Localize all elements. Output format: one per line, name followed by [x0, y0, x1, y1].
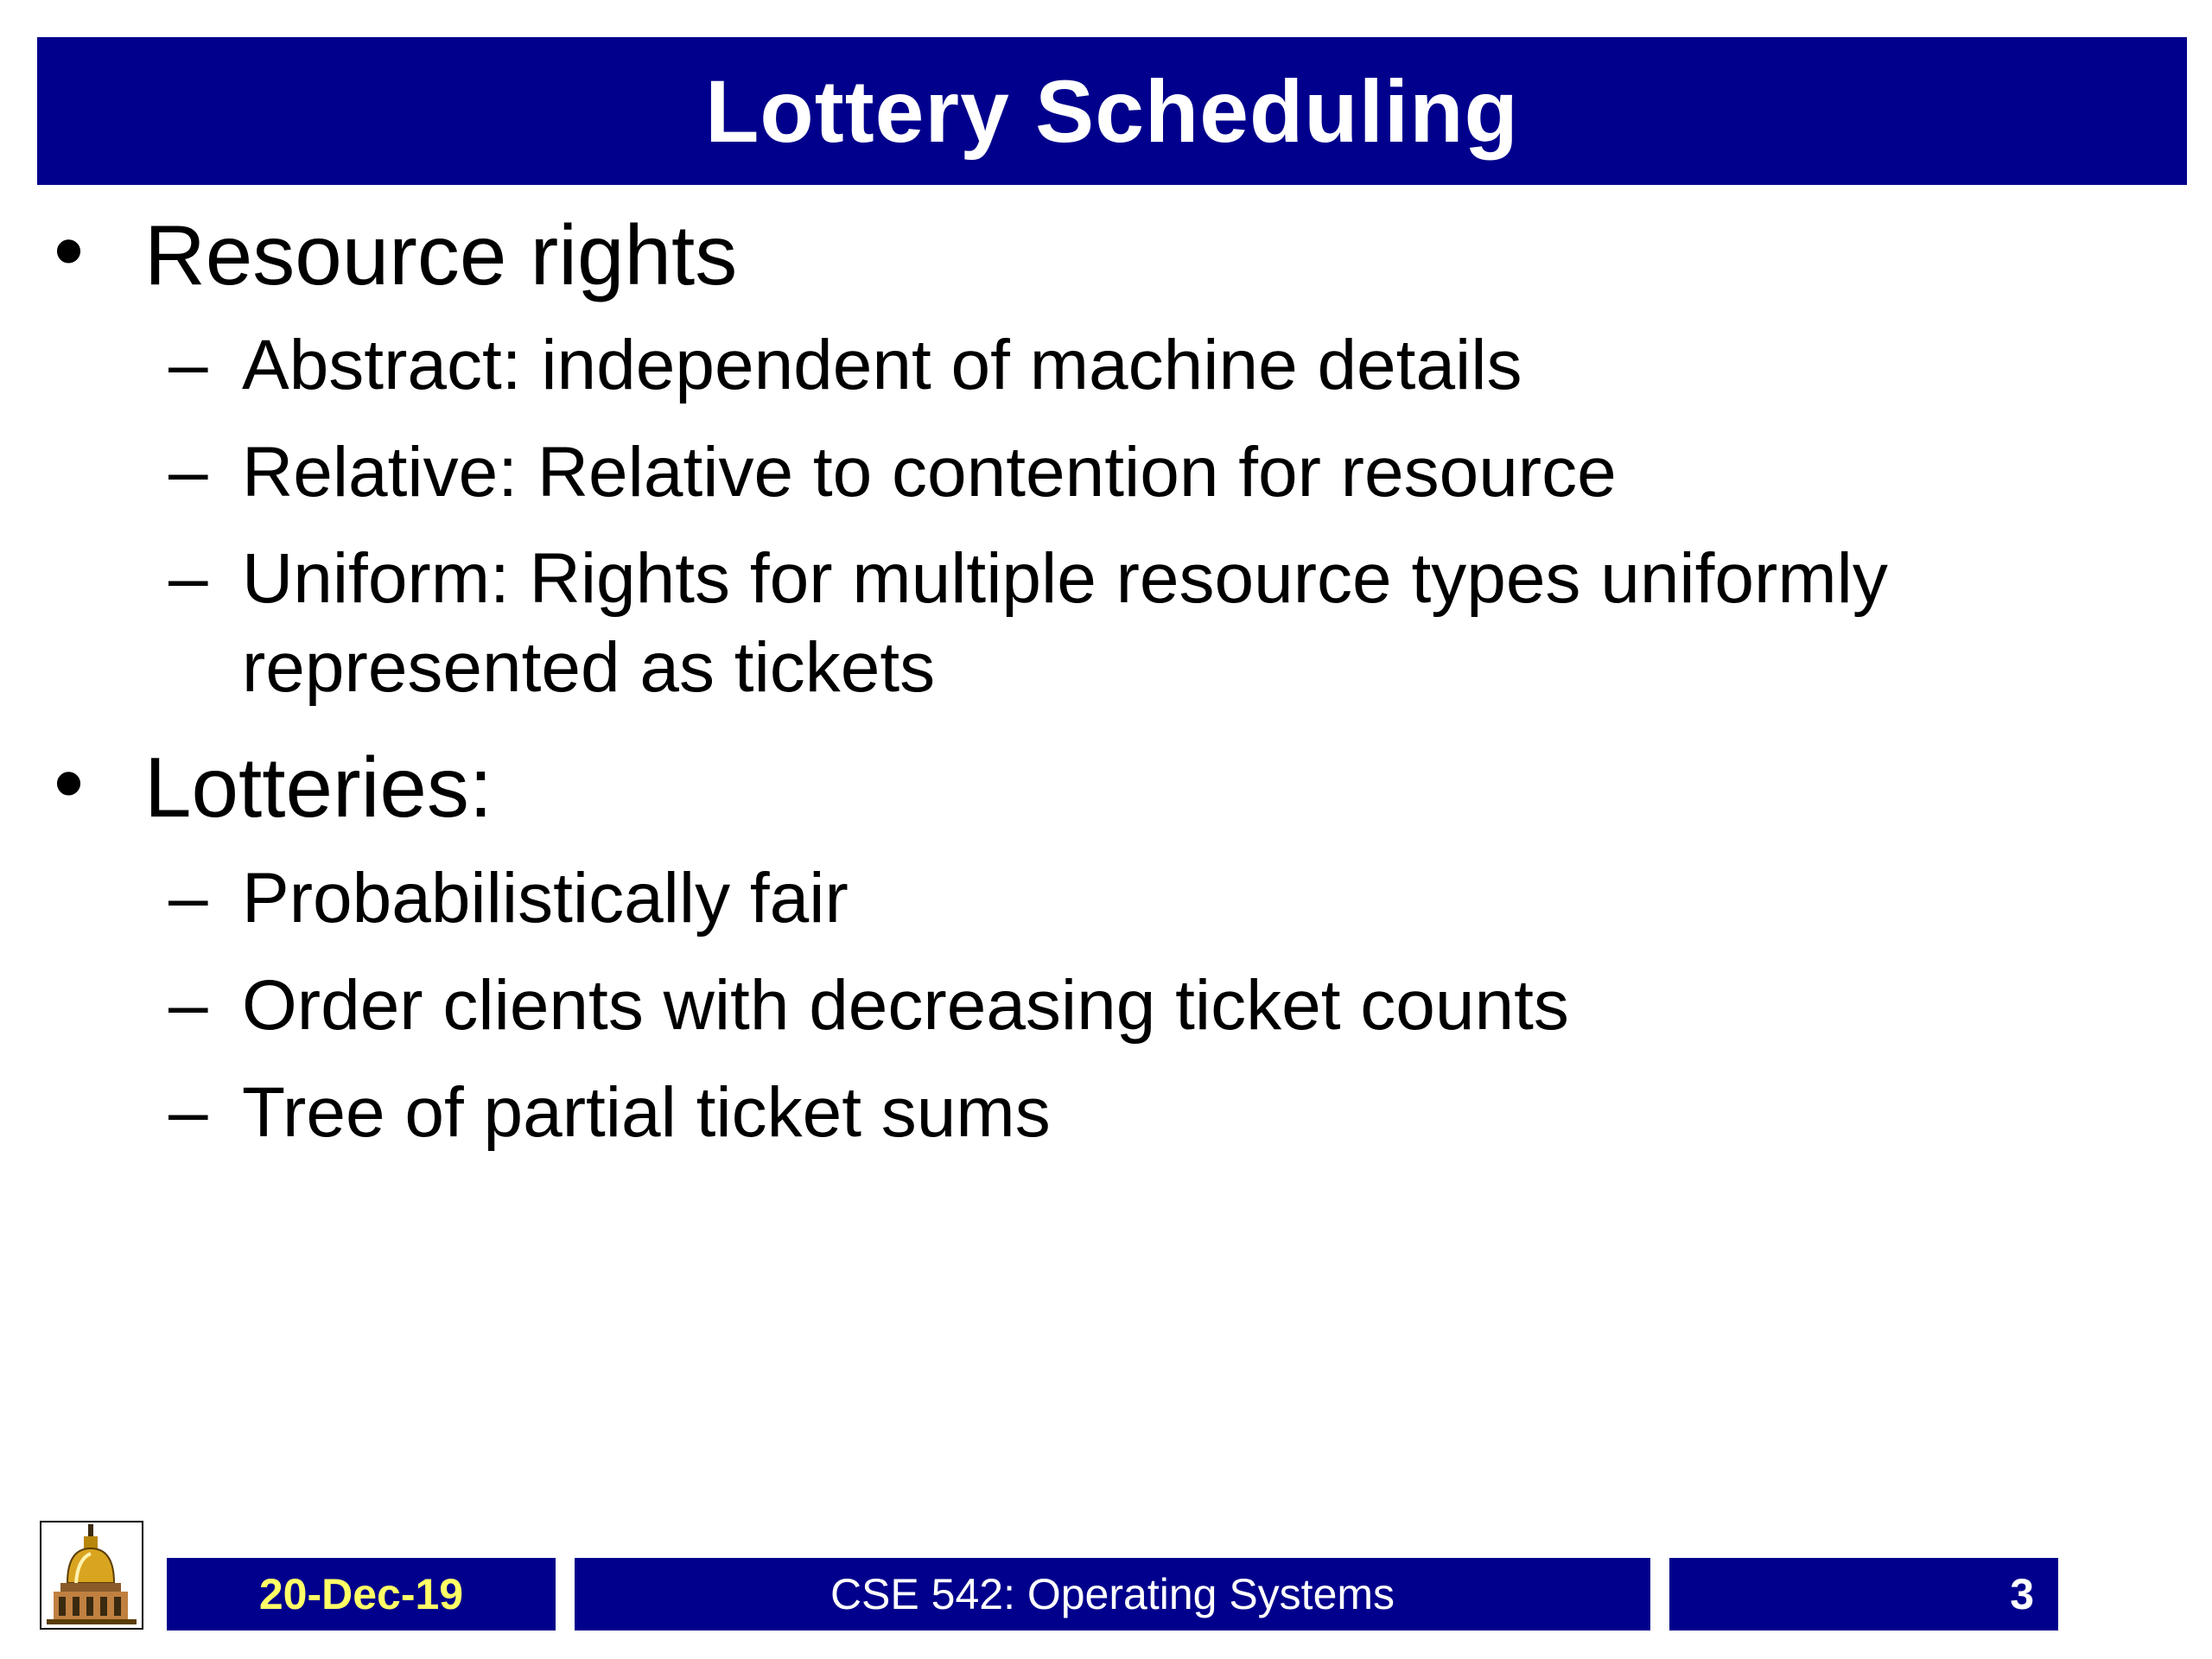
- bullet-marker: •: [54, 734, 85, 831]
- footer-date: [167, 1558, 556, 1630]
- footer-date-text: 20-Dec-19: [258, 1570, 464, 1618]
- slide-title: Lottery Scheduling: [705, 61, 1519, 161]
- bullet-resource-rights: Resource rights: [144, 207, 738, 302]
- footer-page-text: 3: [2010, 1570, 2034, 1618]
- dash-marker: –: [168, 1072, 208, 1151]
- sub-bullet-order-clients: Order clients with decreasing ticket counts: [242, 966, 1569, 1045]
- sub-bullet-tree-partial-sums: Tree of partial ticket sums: [242, 1073, 1051, 1152]
- footer-page-number: [1669, 1558, 2058, 1630]
- sub-bullet-abstract: Abstract: independent of machine details: [242, 326, 1522, 404]
- title-bar: [37, 37, 2187, 185]
- dash-marker: –: [168, 858, 208, 937]
- bullet-lotteries: Lotteries:: [144, 740, 493, 835]
- golden-dome-icon: [40, 1521, 143, 1630]
- dash-marker: –: [168, 538, 208, 617]
- sub-bullet-uniform: Uniform: Rights for multiple resource types uniformly represented as tickets: [242, 539, 1888, 707]
- dash-marker: –: [168, 965, 208, 1044]
- dash-marker: –: [168, 432, 208, 511]
- sub-bullet-relative: Relative: Relative to contention for resource: [242, 433, 1617, 512]
- footer-course-text: CSE 542: Operating Systems: [830, 1570, 1395, 1618]
- dash-marker: –: [168, 325, 208, 404]
- sub-bullet-probabilistically-fair: Probabilistically fair: [242, 859, 849, 938]
- bullet-marker: •: [54, 202, 85, 299]
- footer-course: [575, 1558, 1650, 1630]
